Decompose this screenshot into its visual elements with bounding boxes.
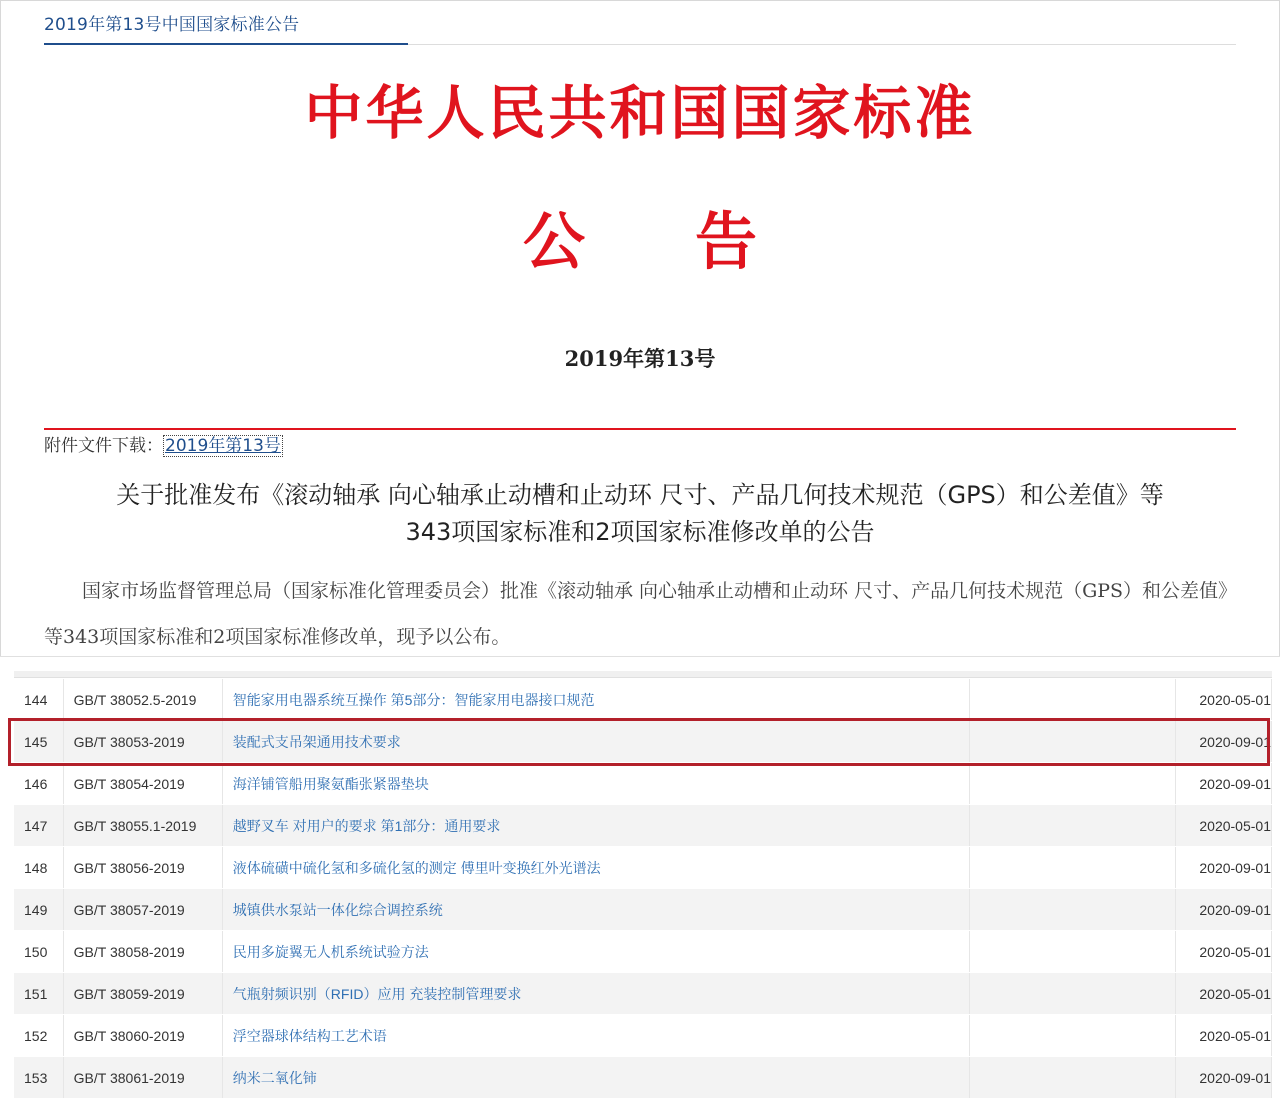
table-top-strip (14, 671, 1272, 678)
sub-title-right: 告 (695, 205, 758, 278)
row-number: 152 (14, 1015, 63, 1057)
implementation-date: 2020-05-01 (1175, 931, 1271, 973)
row-number: 149 (14, 889, 63, 931)
announcement-sub-title (0, 192, 1280, 281)
implementation-date: 2020-05-01 (1175, 679, 1271, 721)
replaced-standard (969, 931, 1175, 973)
attachment-download-link[interactable]: 2019年第13号 (165, 436, 281, 456)
table-row (14, 805, 1272, 847)
implementation-date: 2020-09-01 (1175, 1057, 1271, 1099)
standard-code: GB/T 38057-2019 (63, 889, 222, 931)
table-row (14, 973, 1272, 1015)
implementation-date: 2020-09-01 (1175, 847, 1271, 889)
table-row (14, 679, 1272, 721)
standard-name-link[interactable]: 越野叉车 对用户的要求 第1部分：通用要求 (222, 805, 969, 847)
standard-name-link[interactable]: 装配式支吊架通用技术要求 (222, 721, 969, 763)
row-number: 144 (14, 679, 63, 721)
standard-name-link[interactable]: 液体硫磺中硫化氢和多硫化氢的测定 傅里叶变换红外光谱法 (222, 847, 969, 889)
issue-number: 2019年第13号 (564, 346, 716, 371)
standard-code: GB/T 38054-2019 (63, 763, 222, 805)
red-divider (44, 428, 1236, 430)
table-row (14, 721, 1272, 763)
table-row (14, 889, 1272, 931)
row-number: 151 (14, 973, 63, 1015)
table-row (14, 763, 1272, 805)
implementation-date: 2020-09-01 (1175, 763, 1271, 805)
row-number: 150 (14, 931, 63, 973)
row-number: 145 (14, 721, 63, 763)
replaced-standard (969, 721, 1175, 763)
row-number: 146 (14, 763, 63, 805)
attachment-label: 附件文件下载： (44, 436, 163, 456)
implementation-date: 2020-05-01 (1175, 1015, 1271, 1057)
replaced-standard (969, 763, 1175, 805)
header-divider (408, 44, 1236, 45)
row-number: 153 (14, 1057, 63, 1099)
sub-title-left: 公 (522, 205, 585, 278)
replaced-standard (969, 1057, 1175, 1099)
standard-name-link[interactable]: 海洋铺管船用聚氨酯张紧器垫块 (222, 763, 969, 805)
standard-code: GB/T 38053-2019 (63, 721, 222, 763)
replaced-standard (969, 973, 1175, 1015)
table-row (14, 1015, 1272, 1057)
table-row (14, 1057, 1272, 1099)
implementation-date: 2020-09-01 (1175, 721, 1271, 763)
header-underline (44, 43, 408, 45)
standard-code: GB/T 38056-2019 (63, 847, 222, 889)
heading-line-2: 343项国家标准和2项国家标准修改单的公告 (405, 518, 875, 546)
replaced-standard (969, 1015, 1175, 1057)
standard-code: GB/T 38059-2019 (63, 973, 222, 1015)
row-number: 147 (14, 805, 63, 847)
standard-name-link[interactable]: 智能家用电器系统互操作 第5部分：智能家用电器接口规范 (222, 679, 969, 721)
standard-code: GB/T 38060-2019 (63, 1015, 222, 1057)
document-heading (40, 477, 1240, 551)
row-number: 148 (14, 847, 63, 889)
standard-name-link[interactable]: 纳米二氧化铈 (222, 1057, 969, 1099)
standard-name-link[interactable]: 浮空器球体结构工艺术语 (222, 1015, 969, 1057)
table-row (14, 847, 1272, 889)
implementation-date: 2020-09-01 (1175, 889, 1271, 931)
standard-name-link[interactable]: 民用多旋翼无人机系统试验方法 (222, 931, 969, 973)
implementation-date: 2020-05-01 (1175, 805, 1271, 847)
standard-name-link[interactable]: 城镇供水泵站一体化综合调控系统 (222, 889, 969, 931)
replaced-standard (969, 679, 1175, 721)
standard-code: GB/T 38058-2019 (63, 931, 222, 973)
attachment-row (44, 431, 283, 456)
standards-table-panel (0, 656, 1280, 1110)
announcement-main-title: 中华人民共和国国家标准 (304, 79, 976, 147)
replaced-standard (969, 889, 1175, 931)
replaced-standard (969, 805, 1175, 847)
replaced-standard (969, 847, 1175, 889)
standard-name-link[interactable]: 气瓶射频识别（RFID）应用 充装控制管理要求 (222, 973, 969, 1015)
standards-table (14, 679, 1272, 1099)
standard-code: GB/T 38061-2019 (63, 1057, 222, 1099)
announcement-body: 国家市场监督管理总局（国家标准化管理委员会）批准《滚动轴承 向心轴承止动槽和止动环 尺寸、产品几何技术规范（GPS）和公差值》等343项国家标准和2项国家标准修改单，现予以公布。 (44, 580, 1228, 648)
page-header-title: 2019年第13号中国国家标准公告 (44, 15, 300, 35)
standard-code: GB/T 38052.5-2019 (63, 679, 222, 721)
heading-line-1: 关于批准发布《滚动轴承 向心轴承止动槽和止动环 尺寸、产品几何技术规范（GPS）和公差值》等 (116, 481, 1164, 509)
standard-code: GB/T 38055.1-2019 (63, 805, 222, 847)
table-row (14, 931, 1272, 973)
implementation-date: 2020-05-01 (1175, 973, 1271, 1015)
